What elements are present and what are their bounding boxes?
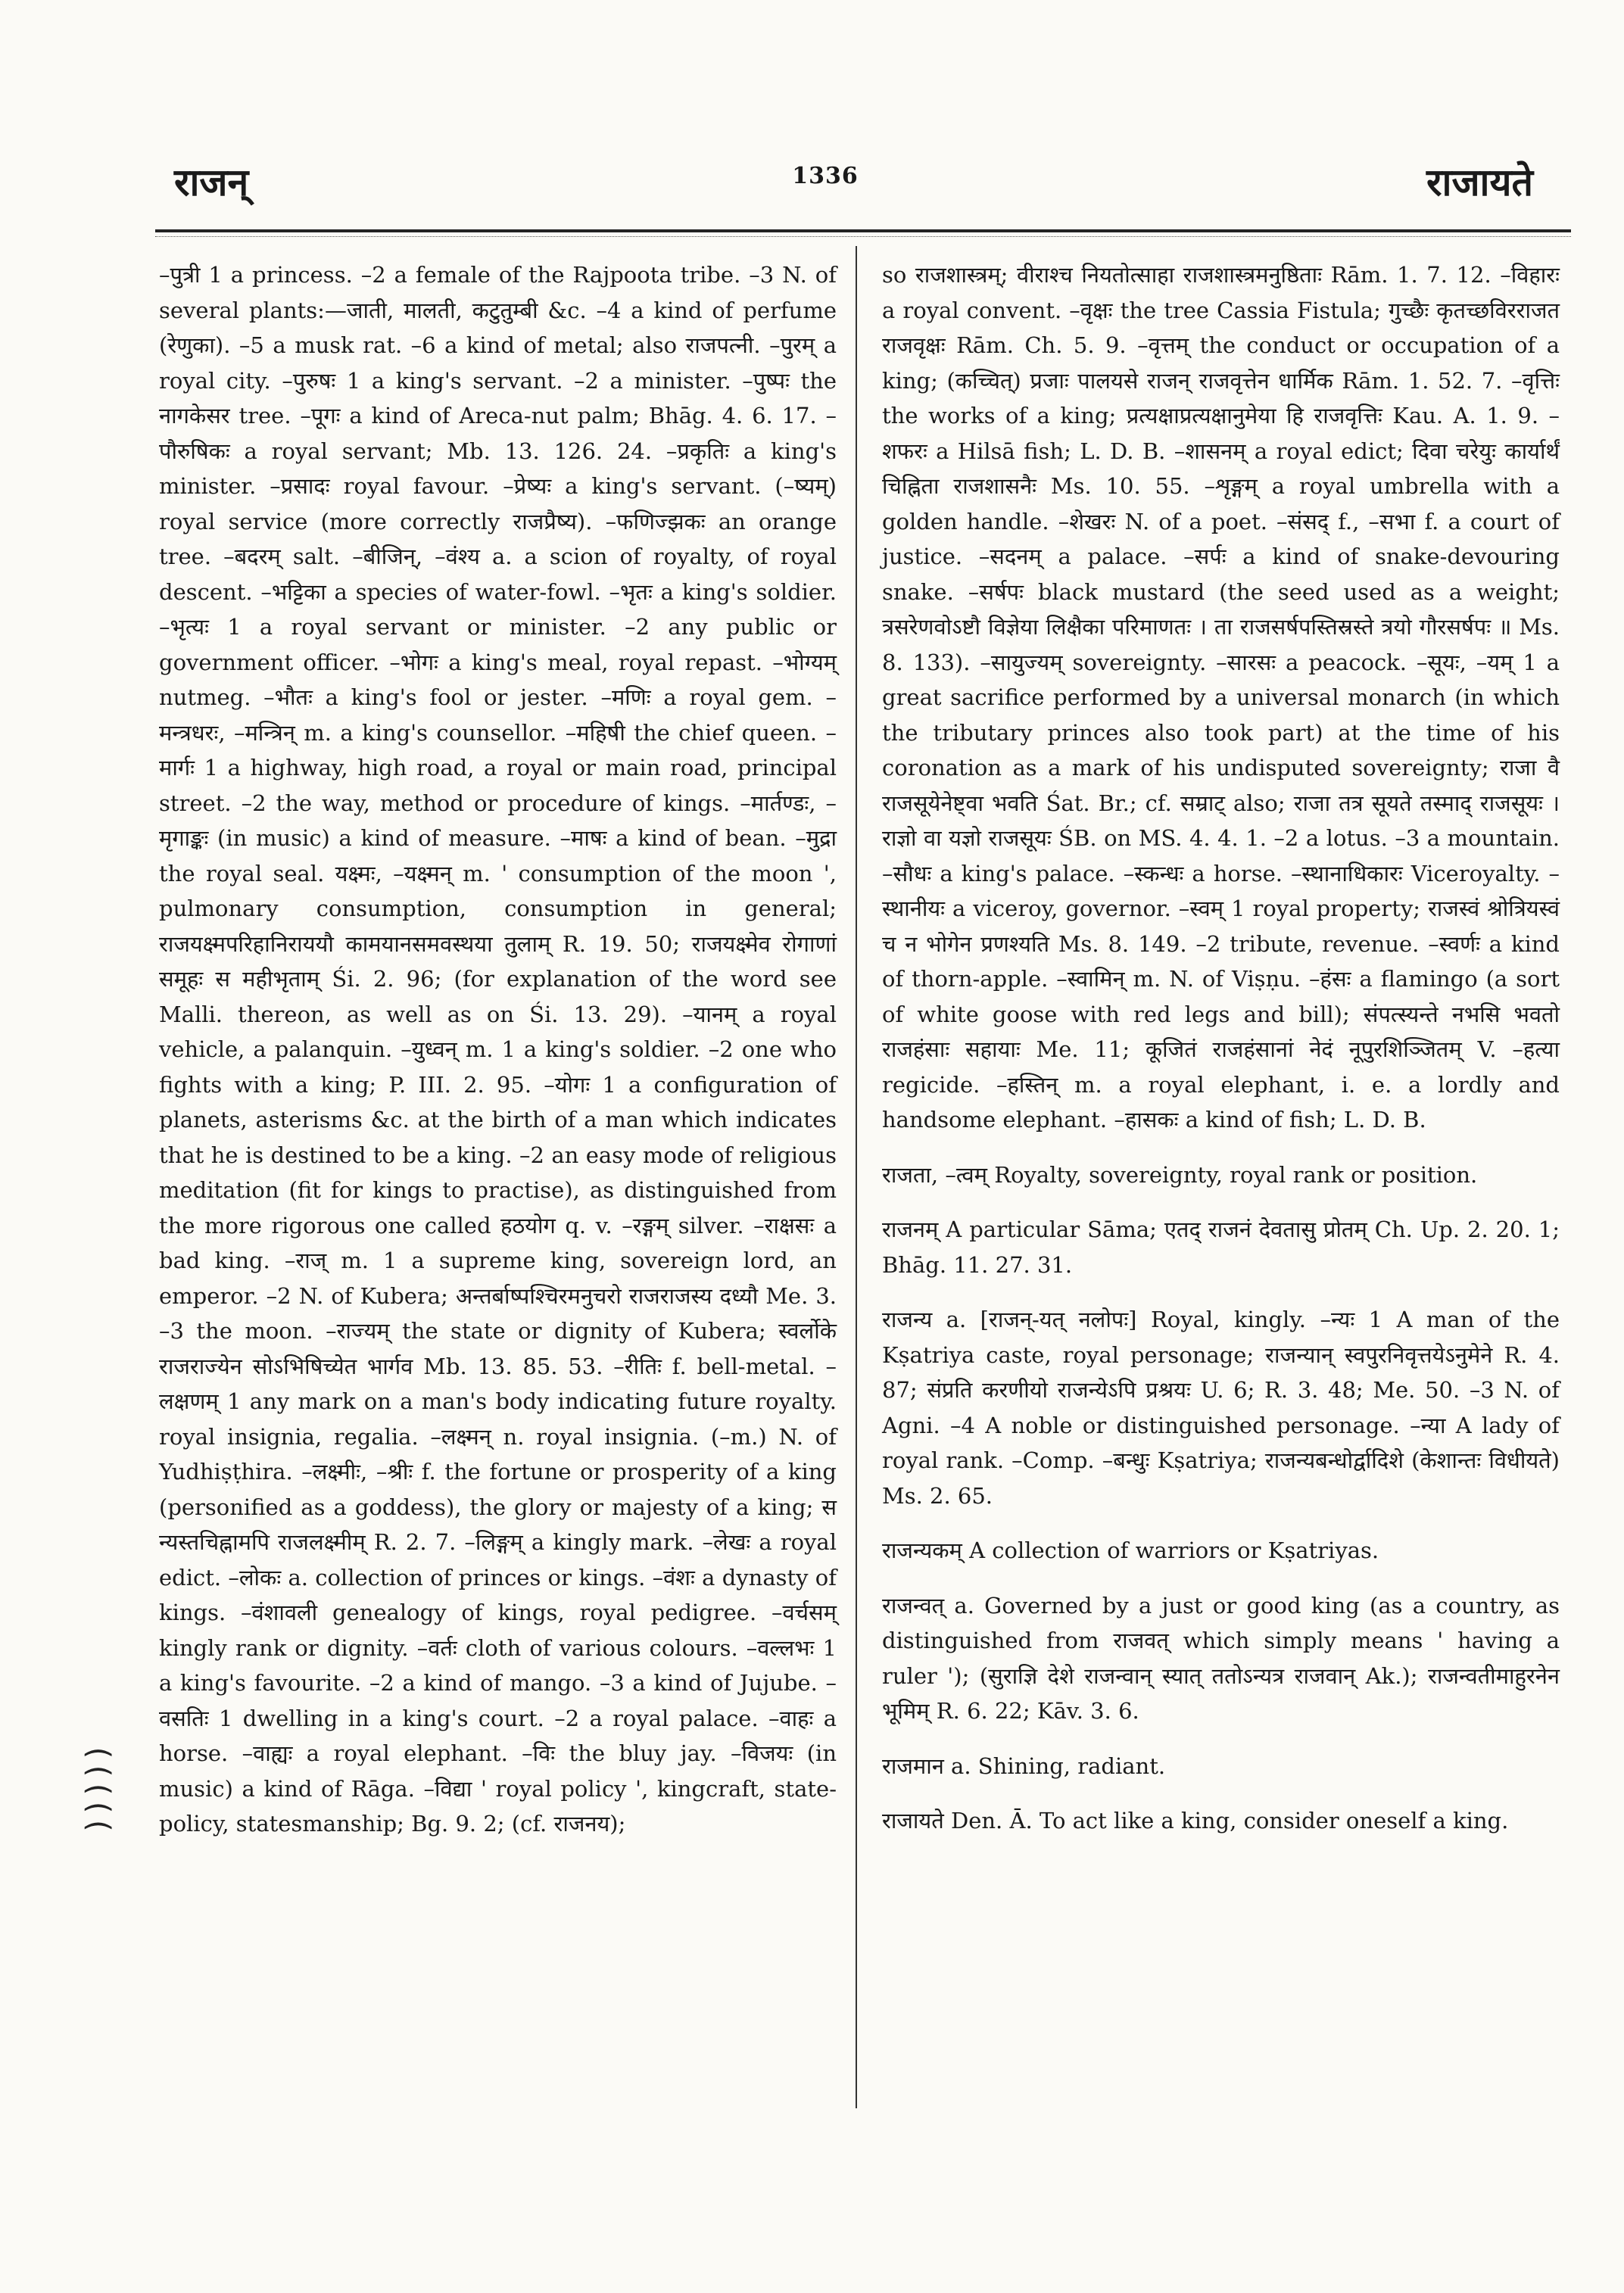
entry-rajamana: राजमान a. Shining, radiant. xyxy=(882,1752,1166,1779)
guide-word-right: राजायते xyxy=(1426,160,1533,204)
column-divider xyxy=(856,246,857,2108)
right-column xyxy=(882,257,1560,1839)
margin-binding-mark: ((((( xyxy=(81,1743,117,1835)
entry-rajanyakam: राजन्यकम् A collection of warriors or Kṣatriyas. xyxy=(882,1537,1379,1563)
guide-word-left: राजन् xyxy=(174,160,249,204)
entry-rajayate: राजायते Den. Ā. To act like a king, consider oneself a king. xyxy=(882,1808,1509,1833)
page-header xyxy=(0,0,1624,227)
entry-rajata: राजता, –त्वम् Royalty, sovereignty, royal rank or position. xyxy=(882,1161,1478,1188)
entry-paragraph: so राजशास्त्रम्; वीराश्च नियतोत्साहा राजशास्त्रमनुष्ठिताः Rām. 1. 7. 12. –विहारः a royal convent. –वृक्षः the tree Cassia Fistula; गुच्छैः कृतच्छविरराजत राजवृक्षः Rām. Ch. 5. 9. –वृत्तम् the conduct or occupation of a king; (कच्चित्) प्रजाः पालयसे राजन् राजवृत्तेन धार्मिक Rām. 1. 52. 7. –वृत्तिः the works of a king; प्रत्यक्षाप्रत्यक्षानुमेया हि राजवृत्तिः Kau. A. 1. 9. –शफरः a Hilsā fish; L. D. B. –शासनम् a royal edict; दिवा चरेयुः कार्यार्थं चिह्निता राजशासनैः Ms. 10. 55. –शृङ्गम् a royal umbrella with a golden handle. –शेखरः N. of a poet. –संसद् f., –सभा f. a court of justice. –सदनम् a palace. –सर्पः a kind of snake-devouring snake. –सर्षपः black mustard (the seed used as a weight; त्रसरेणवोऽष्टौ विज्ञेया लिक्षैका परिमाणतः । ता राजसर्षपस्तिस्रस्ते त्रयो गौरसर्षपः ॥ Ms. 8. 133). –सायुज्यम् sovereignty. –सारसः a peacock. –सूयः, –यम् 1 a great sacrifice performed by a universal monarch (in which the tributary princes also took part) at the time of his coronation as a mark of his undisputed sovereignty; राजा वै राजसूयेनेष्ट्वा भवति Śat. Br.; cf. सम्राट् also; राजा तत्र सूयते तस्माद् राजसूयः । राज्ञो वा यज्ञो राजसूयः ŚB. on MS. 4. 4. 1. –2 a lotus. –3 a mountain. –सौधः a king's palace. –स्कन्धः a horse. –स्थानाधिकारः Viceroyalty. –स्थानीयः a viceroy, governor. –स्वम् 1 royal property; राजस्वं श्रोत्रियस्वं च न भोगेन प्रणश्यति Ms. 8. 149. –2 tribute, revenue. –स्वर्णः a kind of thorn-apple. –स्वामिन् m. N. of Viṣṇu. –हंसः a flamingo (a sort of white goose with red legs and bill); संपत्स्यन्ते नभसि भवतो राजहंसाः सहायाः Me. 11; कूजितं राजहंसानां नेदं नूपुरशिञ्जितम् V. –हत्या regicide. –हस्तिन् m. a royal elephant, i. e. a lordly and handsome elephant. –हासकः a kind of fish; L. D. B. xyxy=(882,262,1560,1132)
entry-rajanam: राजनम् A particular Sāma; एतद् राजनं देवतासु प्रोतम् Ch. Up. 2. 20. 1; Bhāg. 11. 27. 31. xyxy=(882,1217,1560,1278)
entry-rajanvat: राजन्वत् a. Governed by a just or good king (as a country, as distinguished from राजवत् which simply means ' having a ruler '); (सुराज्ञि देशे राजन्वान् स्यात् ततोऽन्यत्र राजवान् Ak.); राजन्वतीमाहुरनेन भूमिम् R. 6. 22; Kāv. 3. 6. xyxy=(882,1592,1560,1724)
header-rule-dotted xyxy=(155,236,1571,237)
entry-paragraph: –पुत्री 1 a princess. –2 a female of the Rajpoota tribe. –3 N. of several plants:—जाती, मालती, कटुतुम्बी &c. –4 a kind of perfume (रेणुका). –5 a musk rat. –6 a kind of metal; also राजपत्नी. –पुरम् a royal city. –पुरुषः 1 a king's servant. –2 a minister. –पुष्पः the नागकेसर tree. –पूगः a kind of Areca-nut palm; Bhāg. 4. 6. 17. –पौरुषिकः a royal servant; Mb. 13. 126. 24. –प्रकृतिः a king's minister. –प्रसादः royal favour. –प्रेष्यः a king's servant. (–ष्यम्) royal service (more correctly राजप्रैष्य). –फणिज्झकः an orange tree. –बदरम् salt. –बीजिन्, –वंश्य a. a scion of royalty, of royal descent. –भट्टिका a species of water-fowl. –भृतः a king's soldier. –भृत्यः 1 a royal servant or minister. –2 any public or government officer. –भोगः a king's meal, royal repast. –भोग्यम् nutmeg. –भौतः a king's fool or jester. –मणिः a royal gem. –मन्त्रधरः, –मन्त्रिन् m. a king's counsellor. –महिषी the chief queen. –मार्गः 1 a highway, high road, a royal or main road, principal street. –2 the way, method or procedure of kings. –मार्तण्डः, –मृगाङ्कः (in music) a kind of measure. –माषः a kind of bean. –मुद्रा the royal seal. यक्ष्मः, –यक्ष्मन् m. ' consumption of the moon ', pulmonary consumption, consumption in general; राजयक्ष्मपरिहानिराययौ कामयानसमवस्थया तुलाम् R. 19. 50; राजयक्ष्मेव रोगाणां समूहः स महीभृताम् Śi. 2. 96; (for explanation of the word see Malli. thereon, as well as on Śi. 13. 29). –यानम् a royal vehicle, a palanquin. –युध्वन् m. 1 a king's soldier. –2 one who fights with a king; P. III. 2. 95. –योगः 1 a configuration of planets, asterisms &c. at the birth of a man which indicates that he is destined to be a king. –2 an easy mode of religious meditation (fit for kings to practise), as distinguished from the more rigorous one called हठयोग q. v. –रङ्गम् silver. –राक्षसः a bad king. –राज् m. 1 a supreme king, sovereign lord, an emperor. –2 N. of Kubera; अन्तर्बाष्पश्चिरमनुचरो राजराजस्य दध्यौ Me. 3. –3 the moon. –राज्यम् the state or dignity of Kubera; स्वर्लोके राजराज्येन सोऽभिषिच्येत भार्गव Mb. 13. 85. 53. –रीतिः f. bell-metal. –लक्षणम् 1 any mark on a man's body indicating future royalty. royal insignia, regalia. –लक्ष्मन् n. royal insignia. (–m.) N. of Yudhiṣṭhira. –लक्ष्मीः, –श्रीः f. the fortune or prosperity of a king (personified as a goddess), the glory or majesty of a king; स न्यस्तचिह्नामपि राजलक्ष्मीम् R. 2. 7. –लिङ्गम् a kingly mark. –लेखः a royal edict. –लोकः a. collection of princes or kings. –वंशः a dynasty of kings. –वंशावली genealogy of kings, royal pedigree. –वर्चसम् kingly rank or dignity. –वर्तः cloth of various colours. –वल्लभः 1 a king's favourite. –2 a kind of mango. –3 a kind of Jujube. –वसतिः 1 dwelling in a king's court. –2 a royal palace. –वाहः a horse. –वाह्यः a royal elephant. –विः the bluy jay. –विजयः (in music) a kind of Rāga. –विद्या ' royal policy ', kingcraft, state-policy, statesmanship; Bg. 9. 2; (cf. राजनय); xyxy=(159,262,837,1837)
header-rule xyxy=(155,229,1571,232)
entry-rajanya: राजन्य a. [राजन्-यत् नलोपः] Royal, kingly. –न्यः 1 A man of the Kṣatriya caste, royal personage; राजन्यान् स्वपुरनिवृत्तयेऽनुमेने R. 4. 87; संप्रति करणीयो राजन्येऽपि प्रश्रयः U. 6; R. 3. 48; Me. 50. –3 N. of Agni. –4 A noble or distinguished personage. –न्या A lady of royal rank. –Comp. –बन्धुः Kṣatriya; राजन्यबन्धोर्द्वादिशे (केशान्तः विधीयते) Ms. 2. 65. xyxy=(882,1307,1560,1509)
left-column xyxy=(159,257,837,1842)
page-number: 1336 xyxy=(792,163,859,189)
